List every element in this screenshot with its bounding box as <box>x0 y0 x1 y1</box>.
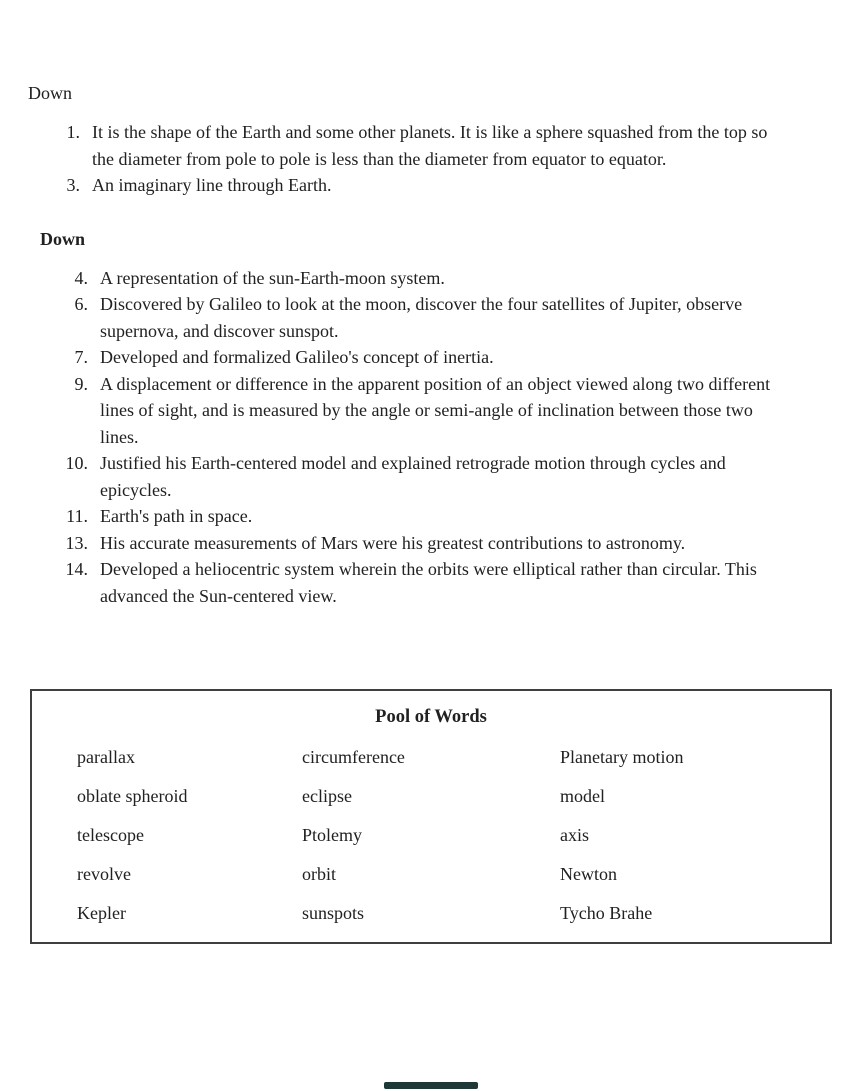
clue-item <box>28 172 831 199</box>
clue-item <box>28 291 831 344</box>
clue-item <box>28 450 831 503</box>
down-heading-1: Down <box>28 83 72 103</box>
clue-number: 10. <box>65 453 88 473</box>
pool-word: Kepler <box>77 903 126 923</box>
pool-word: sunspots <box>302 903 365 923</box>
clue-text: A representation of the sun-Earth-moon system. <box>100 267 445 288</box>
pool-word: Ptolemy <box>302 825 363 845</box>
home-indicator-bar[interactable] <box>384 1082 478 1089</box>
pool-of-words-title: Pool of Words <box>375 707 487 727</box>
pool-word: orbit <box>302 864 336 884</box>
clue-text: Discovered by Galileo to look at the moon, discover the four satellites of Jupiter, observe supernova, and discover sunspot. <box>100 294 743 341</box>
pool-of-words-box <box>30 689 832 944</box>
pool-of-words-grid <box>32 744 830 926</box>
pool-word: axis <box>560 825 589 845</box>
down-heading-2: Down <box>40 228 86 249</box>
clue-item <box>28 371 831 451</box>
clue-text: It is the shape of the Earth and some other planets. It is like a sphere squashed from the top so the diameter from pole to pole is less than the diameter from equator to equator. <box>92 122 768 169</box>
clue-item <box>28 530 831 557</box>
clue-list-1 <box>28 119 831 199</box>
clue-text: Developed and formalized Galileo's concept of inertia. <box>100 347 494 367</box>
clue-number: 6. <box>74 294 88 314</box>
pool-word: telescope <box>77 825 144 845</box>
clue-item <box>28 503 831 530</box>
pool-word: circumference <box>302 747 405 767</box>
clue-number: 3. <box>66 175 80 195</box>
clue-item <box>28 344 831 371</box>
clue-number: 1. <box>66 122 80 142</box>
pool-word: parallax <box>77 747 135 767</box>
clue-number: 14. <box>65 559 88 579</box>
pool-word: Tycho Brahe <box>560 903 653 923</box>
clue-number: 7. <box>74 347 88 367</box>
clue-text: An imaginary line through Earth. <box>92 175 332 195</box>
clue-list-2 <box>28 265 831 610</box>
pool-word: model <box>560 786 605 806</box>
clue-number: 11. <box>66 506 88 526</box>
clue-text: Justified his Earth-centered model and explained retrograde motion through cycles and epicycles. <box>100 453 726 500</box>
pool-word: Newton <box>560 864 617 884</box>
clue-text: A displacement or difference in the apparent position of an object viewed along two different lines of sight, and is measured by the angle or semi-angle of inclination between those two lines. <box>100 373 771 447</box>
clue-number: 9. <box>74 373 88 394</box>
clue-number: 13. <box>65 532 88 553</box>
clue-text: His accurate measurements of Mars were his greatest contributions to astronomy. <box>100 532 686 553</box>
clue-text: Developed a heliocentric system wherein the orbits were elliptical rather than circular. This advanced the Sun-centered view. <box>100 559 757 606</box>
pool-word: oblate spheroid <box>77 786 188 806</box>
pool-word: Planetary motion <box>560 747 684 767</box>
clue-item <box>28 556 831 609</box>
clue-item <box>28 119 831 172</box>
clue-text: Earth's path in space. <box>100 506 253 526</box>
clue-number: 4. <box>74 267 88 288</box>
pool-word: eclipse <box>302 786 352 806</box>
clue-item <box>28 265 831 292</box>
pool-word: revolve <box>77 864 131 884</box>
